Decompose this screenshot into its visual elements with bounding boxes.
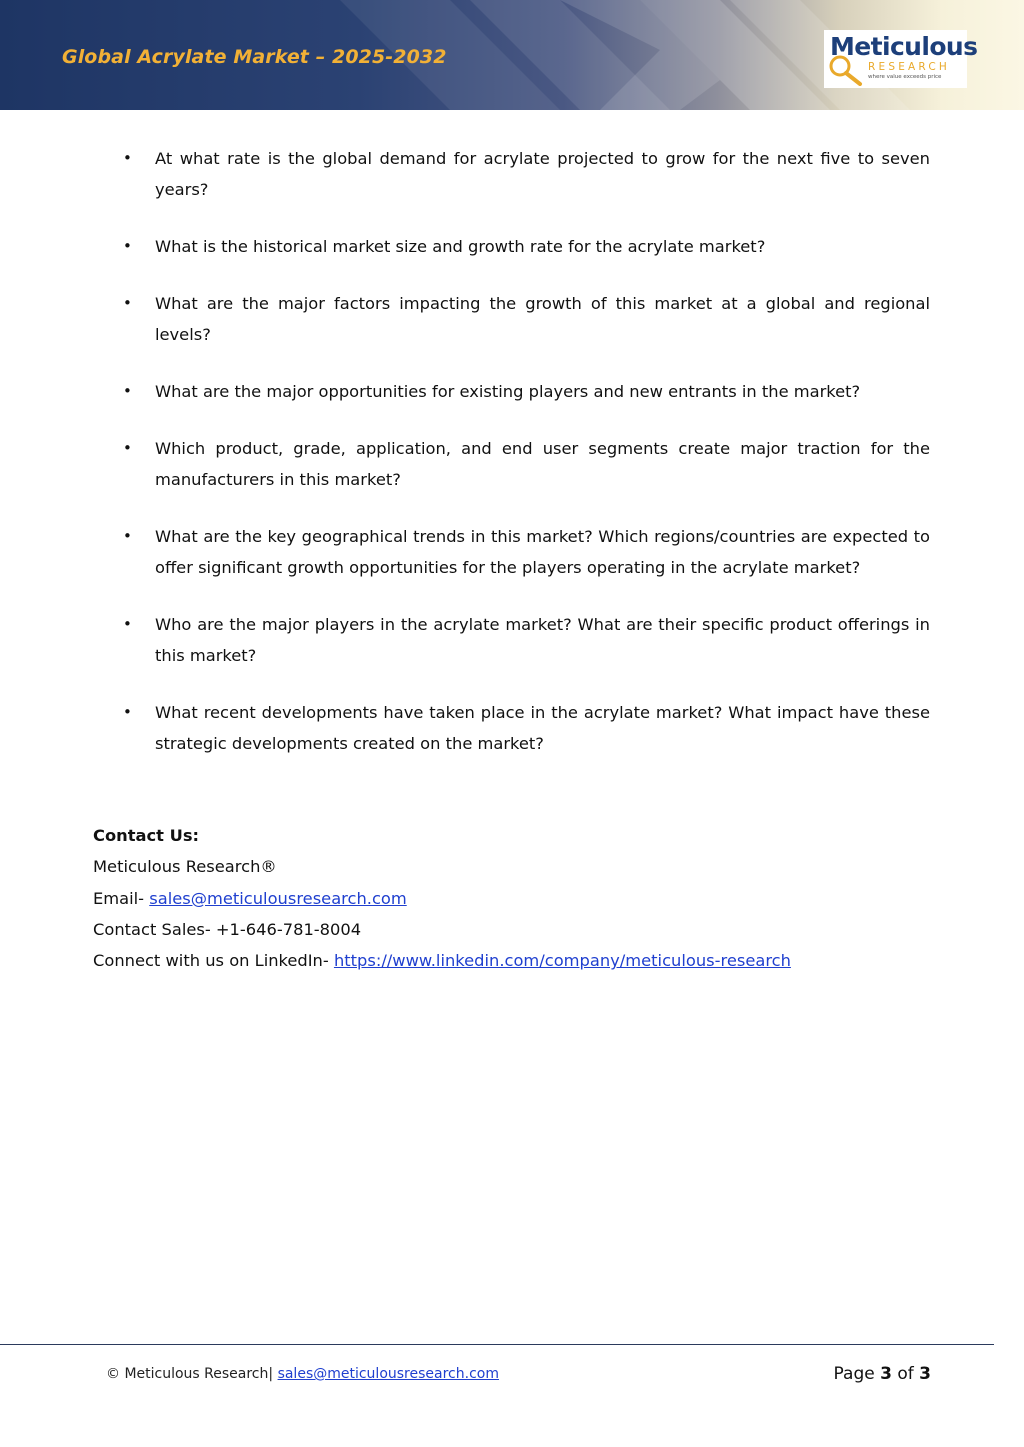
list-item xyxy=(93,231,930,262)
question-text: Who are the major players in the acrylate market? What are their specific product offerings in this market? xyxy=(155,615,930,665)
bullet-icon: • xyxy=(123,703,132,721)
contact-email-line xyxy=(93,883,791,914)
question-text: What are the major factors impacting the growth of this market at a global and regional levels? xyxy=(155,294,930,344)
logo-tagline: where value exceeds price xyxy=(868,74,942,80)
question-text: Which product, grade, application, and end user segments create major traction for the manufacturers in this market? xyxy=(155,439,930,489)
footer-copyright xyxy=(106,1366,499,1382)
question-text: What is the historical market size and growth rate for the acrylate market? xyxy=(155,237,766,256)
question-text: What recent developments have taken place in the acrylate market? What impact have these strategic developments created on the market? xyxy=(155,703,930,753)
bullet-icon: • xyxy=(123,294,132,312)
logo-subtitle: RESEARCH xyxy=(868,61,951,73)
logo-wordmark: Meticulous xyxy=(830,32,978,61)
footer-email-link[interactable]: sales@meticulousresearch.com xyxy=(277,1366,499,1382)
bullet-icon: • xyxy=(123,149,132,167)
list-item xyxy=(93,609,930,671)
page-current: 3 xyxy=(880,1364,892,1384)
linkedin-link[interactable]: https://www.linkedin.com/company/meticulous-research xyxy=(333,951,791,971)
page-word: Page xyxy=(833,1364,881,1384)
list-item xyxy=(93,288,930,350)
list-item xyxy=(93,433,930,495)
page-header xyxy=(0,0,1024,110)
list-item xyxy=(93,376,930,407)
page-total: 3 xyxy=(919,1364,931,1384)
document-title: Global Acrylate Market – 2025-2032 xyxy=(62,46,447,68)
bullet-icon: • xyxy=(123,382,132,400)
contact-sales-phone: Contact Sales- +1-646-781-8004 xyxy=(93,919,362,939)
bullet-icon: • xyxy=(123,439,132,457)
question-text: At what rate is the global demand for acrylate projected to grow for the next five to seven years? xyxy=(155,149,930,199)
contact-section xyxy=(93,820,791,976)
company-name: Meticulous Research® xyxy=(93,857,277,877)
list-item xyxy=(93,143,930,205)
footer-divider xyxy=(0,1344,994,1345)
copyright-text: © Meticulous Research| xyxy=(106,1366,278,1382)
email-label: Email- xyxy=(93,888,150,908)
question-text: What are the key geographical trends in this market? Which regions/countries are expected to offer significant growth opportunities for the players operating in the acrylate market? xyxy=(155,527,930,577)
bullet-icon: • xyxy=(123,527,132,545)
bullet-icon: • xyxy=(123,615,132,633)
list-item xyxy=(93,521,930,583)
of-word: of xyxy=(891,1364,920,1384)
question-text: What are the major opportunities for existing players and new entrants in the market? xyxy=(155,382,861,401)
contact-email-link[interactable]: sales@meticulousresearch.com xyxy=(149,888,407,908)
meticulous-research-logo xyxy=(824,30,978,88)
linkedin-label: Connect with us on LinkedIn- xyxy=(93,951,334,971)
contact-heading: Contact Us: xyxy=(93,826,200,845)
page-number xyxy=(834,1364,931,1384)
bullet-icon: • xyxy=(123,237,132,255)
questions-list xyxy=(93,143,930,785)
contact-linkedin-line xyxy=(93,945,791,976)
list-item xyxy=(93,697,930,759)
